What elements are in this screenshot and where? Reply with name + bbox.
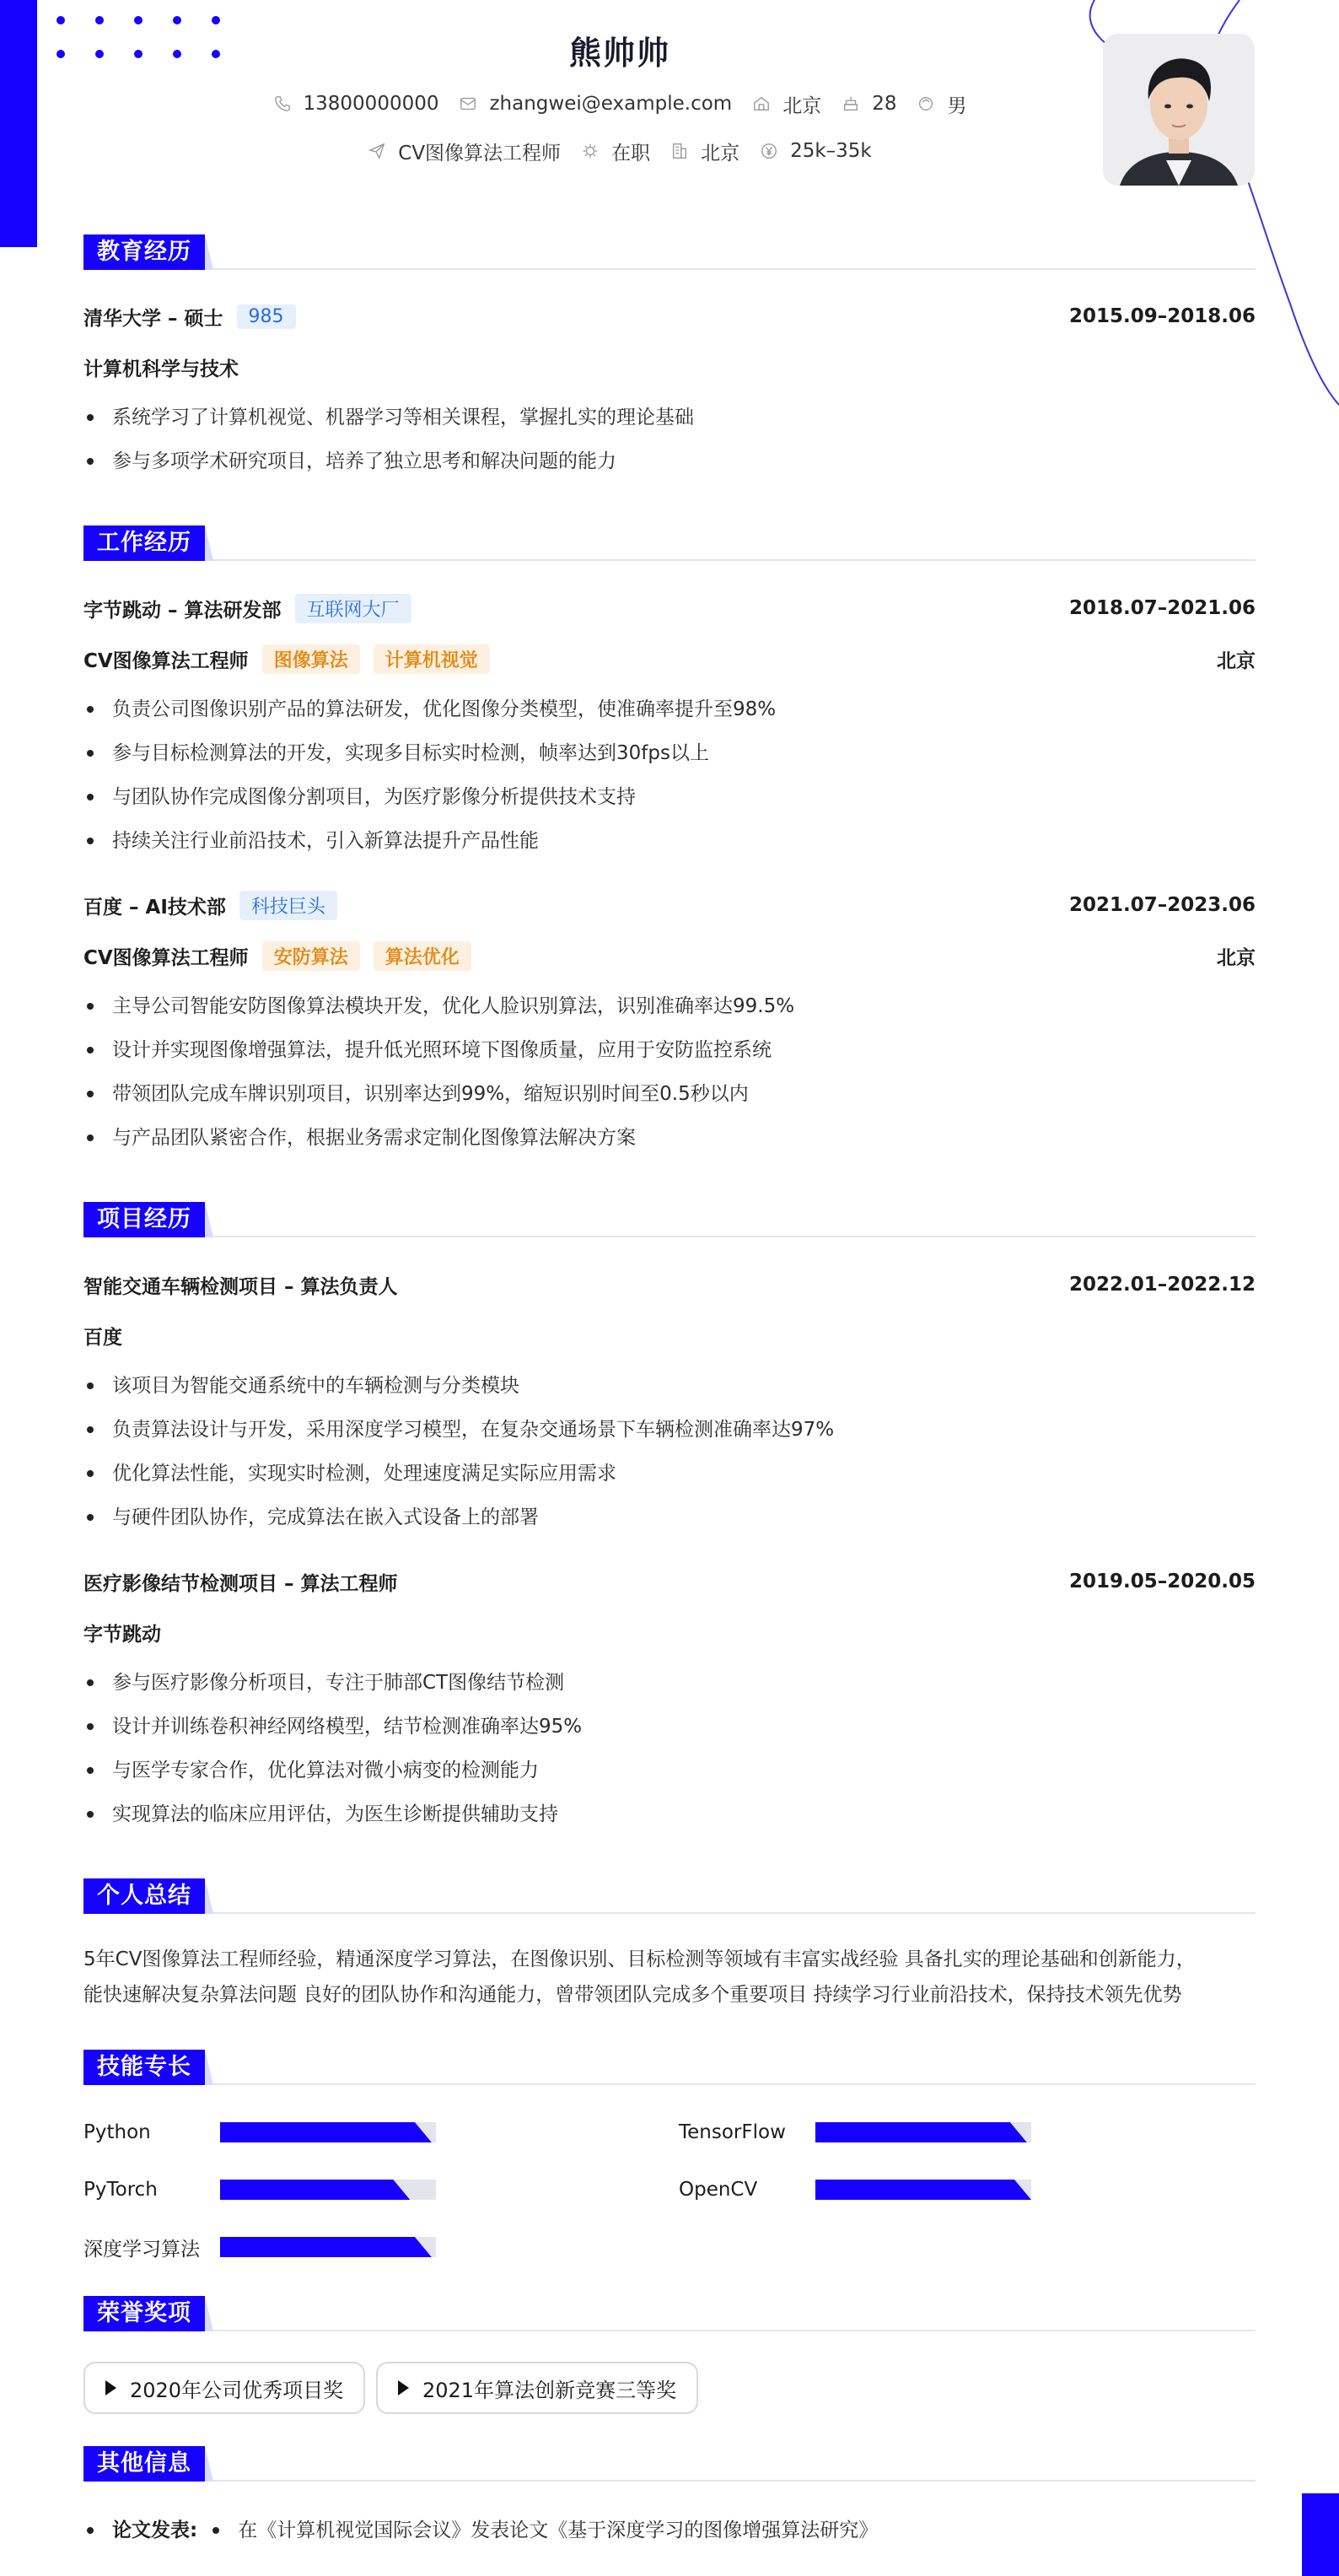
work-role-row (83, 939, 1256, 973)
company-tag: 互联网大厂 (295, 594, 411, 623)
bullet-dot (212, 2527, 219, 2534)
education-date: 2015.09–2018.06 (1068, 305, 1256, 327)
list-item: 参与目标检测算法的开发，实现多目标实时检测，帧率达到30fps以上 (83, 736, 1256, 770)
section-work (83, 525, 1256, 561)
yen-icon (760, 142, 778, 160)
skill-name: TensorFlow (679, 2121, 786, 2143)
list-item: 负责算法设计与开发，采用深度学习模型，在复杂交通场景下车辆检测准确率达97% (83, 1413, 1256, 1447)
contact-row (0, 89, 1240, 118)
work-date: 2018.07–2021.06 (1068, 597, 1256, 619)
list-item: 设计并训练卷积神经网络模型，结节检测准确率达95% (83, 1710, 1256, 1743)
summary-line: 能快速解决复杂算法问题 良好的团队协作和沟通能力，曾带领团队完成多个重要项目 持续学习行业前沿技术，保持技术领先优势 (83, 1984, 1182, 2006)
skill-item (83, 2117, 436, 2148)
skill-bar (815, 2122, 1031, 2142)
skill-item (679, 2175, 1031, 2205)
honor-text: 2021年算法创新竞赛三等奖 (422, 2378, 677, 2402)
work-location: 北京 (1217, 649, 1256, 672)
role-name: CV图像算法工程师 (83, 946, 249, 969)
skill-bar (220, 2237, 436, 2257)
section-honors (83, 2296, 1256, 2331)
list-item: 实现算法的临床应用评估，为医生诊断提供辅助支持 (83, 1797, 1256, 1831)
list-item: 该项目为智能交通系统中的车辆检测与分类模块 (83, 1369, 1256, 1403)
candidate-name: 熊帅帅 (568, 35, 670, 72)
skill-item (679, 2117, 1031, 2148)
skill-tag: 算法优化 (374, 941, 471, 971)
profile-header (0, 25, 1240, 165)
job-row (0, 137, 1240, 165)
avatar (1103, 34, 1255, 186)
section-title: 项目经历 (83, 1202, 205, 1237)
skill-tag: 图像算法 (262, 644, 360, 674)
age-icon (842, 94, 860, 113)
phone-text: 13800000000 (303, 93, 439, 115)
other-key: 论文发表: (112, 2519, 198, 2541)
accent-block-bottom-right (1302, 2493, 1339, 2576)
list-item (83, 2514, 878, 2547)
skill-tag: 计算机视觉 (374, 644, 490, 674)
age-text: 28 (872, 93, 897, 115)
project-org: 字节跳动 (83, 1623, 161, 1646)
skill-tag: 安防算法 (262, 941, 360, 971)
section-title: 教育经历 (83, 234, 205, 270)
education-major-row (83, 350, 1256, 384)
skill-bar-fill (815, 2122, 1027, 2142)
project-date: 2019.05–2020.05 (1068, 1571, 1256, 1592)
company-tag: 科技巨头 (239, 891, 337, 920)
send-icon (368, 142, 386, 160)
play-icon (105, 2380, 116, 2395)
salary-item (760, 140, 872, 162)
phone-item (273, 93, 439, 115)
section-title: 技能专长 (83, 2050, 205, 2085)
hometown-item (752, 90, 821, 118)
section-other (83, 2446, 1256, 2482)
list-item: 与团队协作完成图像分割项目，为医疗影像分析提供技术支持 (83, 780, 1256, 814)
list-item: 带领团队完成车牌识别项目，识别率达到99%，缩短识别时间至0.5秒以内 (83, 1077, 1256, 1111)
gender-icon (917, 94, 935, 113)
work-role-row (83, 642, 1256, 676)
home-icon (752, 94, 771, 113)
role-name: CV图像算法工程师 (83, 649, 249, 672)
skill-name: 深度学习算法 (83, 2238, 200, 2261)
mail-icon (459, 94, 477, 113)
section-title: 工作经历 (83, 525, 205, 561)
project-name: 医疗影像结节检测项目 – 算法工程师 (83, 1572, 398, 1595)
summary-line: 5年CV图像算法工程师经验，精通深度学习算法，在图像识别、目标检测等领域有丰富实战经验 具备扎实的理论基础和创新能力， (83, 1948, 1196, 1970)
project-row (83, 1565, 1256, 1598)
school-tag: 985 (237, 304, 296, 329)
status-text: 在职 (611, 142, 651, 164)
work-company-row (83, 888, 1256, 922)
other-value: 在《计算机视觉国际会议》发表论文《基于深度学习的图像增强算法研究》 (238, 2519, 879, 2541)
skill-bar-fill (220, 2237, 432, 2257)
honor-item (376, 2362, 698, 2414)
building-icon (670, 142, 689, 160)
work-company-row (83, 591, 1256, 625)
company-name: 字节跳动 – 算法研发部 (83, 599, 282, 622)
project-date: 2022.01–2022.12 (1068, 1274, 1256, 1296)
section-title: 其他信息 (83, 2446, 205, 2482)
section-title: 荣誉奖项 (83, 2296, 205, 2331)
work-date: 2021.07–2023.06 (1068, 894, 1256, 916)
gender-item (917, 90, 966, 118)
skill-name: PyTorch (83, 2179, 158, 2201)
hometown-text: 北京 (782, 94, 822, 117)
city-item (670, 137, 739, 165)
skill-name: Python (83, 2121, 151, 2143)
honor-text: 2020年公司优秀项目奖 (130, 2378, 344, 2402)
email-text: zhangwei@example.com (489, 93, 733, 115)
city-text: 北京 (701, 142, 740, 164)
summary-text (83, 1942, 1264, 2013)
email-item (459, 93, 732, 115)
play-icon (398, 2380, 409, 2395)
list-item: 设计并实现图像增强算法，提升低光照环境下图像质量，应用于安防监控系统 (83, 1033, 1256, 1067)
list-item: 与医学专家合作，优化算法对微小病变的检测能力 (83, 1754, 1256, 1787)
skill-name: OpenCV (679, 2179, 758, 2201)
phone-icon (273, 94, 292, 113)
job-target-item (368, 137, 561, 165)
skill-item (83, 2232, 436, 2262)
list-item: 与产品团队紧密合作，根据业务需求定制化图像算法解决方案 (83, 1121, 1256, 1155)
school-name: 清华大学 – 硕士 (83, 307, 223, 330)
list-item: 参与医疗影像分析项目，专注于肺部CT图像结节检测 (83, 1666, 1256, 1700)
list-item: 与硬件团队协作，完成算法在嵌入式设备上的部署 (83, 1501, 1256, 1534)
section-education (83, 234, 1256, 270)
skill-bar (220, 2180, 436, 2200)
section-skills (83, 2050, 1256, 2085)
salary-text: 25k–35k (790, 140, 872, 162)
company-name: 百度 – AI技术部 (83, 896, 226, 919)
list-item: 系统学习了计算机视觉、机器学习等相关课程，掌握扎实的理论基础 (83, 401, 1256, 434)
status-icon (581, 142, 600, 160)
project-org-row (83, 1615, 1256, 1649)
job-target-text: CV图像算法工程师 (398, 142, 562, 164)
skill-bar-fill (815, 2180, 1031, 2200)
section-projects (83, 1202, 1256, 1237)
age-item (842, 93, 896, 115)
education-row (83, 299, 1256, 333)
section-title: 个人总结 (83, 1878, 205, 1914)
work-location: 北京 (1217, 946, 1256, 969)
project-name: 智能交通车辆检测项目 – 算法负责人 (83, 1275, 398, 1298)
skill-bar-fill (220, 2180, 410, 2200)
gender-text: 男 (947, 94, 967, 117)
major-name: 计算机科学与技术 (83, 358, 239, 380)
project-row (83, 1268, 1256, 1301)
list-item: 优化算法性能，实现实时检测，处理速度满足实际应用需求 (83, 1457, 1256, 1490)
skill-bar (220, 2122, 436, 2142)
list-item: 负责公司图像识别产品的算法研发，优化图像分类模型，使准确率提升至98% (83, 693, 1256, 726)
project-org: 百度 (83, 1326, 122, 1349)
status-item (581, 137, 650, 165)
list-item: 主导公司智能安防图像算法模块开发，优化人脸识别算法，识别准确率达99.5% (83, 989, 1256, 1023)
project-org-row (83, 1318, 1256, 1352)
skill-bar (815, 2180, 1031, 2200)
skill-bar-fill (220, 2122, 432, 2142)
list-item: 参与多项学术研究项目，培养了独立思考和解决问题的能力 (83, 445, 1256, 478)
section-summary (83, 1878, 1256, 1914)
skill-item (83, 2175, 436, 2205)
honor-item (83, 2362, 365, 2414)
list-item: 持续关注行业前沿技术，引入新算法提升产品性能 (83, 824, 1256, 858)
